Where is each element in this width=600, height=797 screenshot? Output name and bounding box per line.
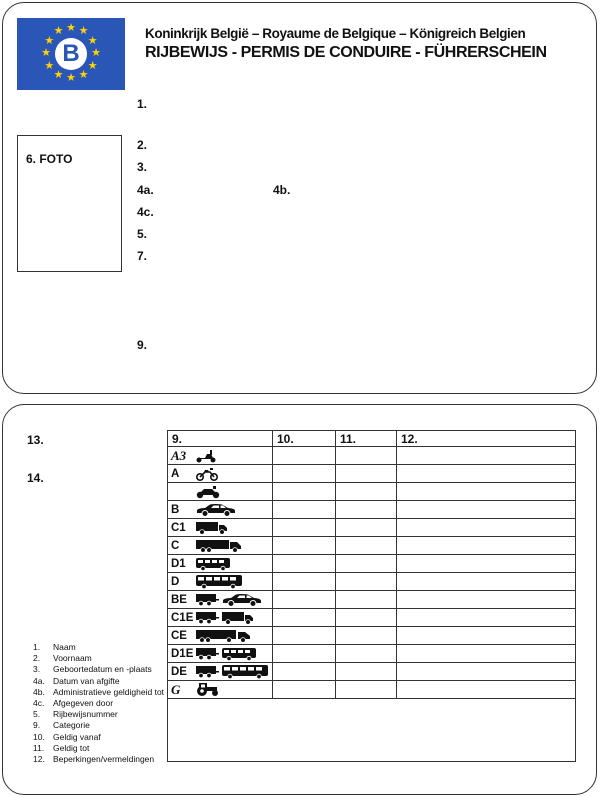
empty-cell bbox=[336, 465, 397, 483]
empty-cell bbox=[397, 609, 576, 627]
category-table bbox=[167, 430, 576, 762]
col-header-9: 9. bbox=[168, 431, 273, 447]
flag-star-icon: ★ bbox=[87, 34, 98, 47]
category-row bbox=[168, 501, 576, 519]
bus-icon bbox=[195, 574, 243, 589]
category-cell bbox=[168, 645, 273, 663]
legend-number: 4c. bbox=[33, 698, 45, 709]
empty-cell bbox=[336, 681, 397, 699]
category-row bbox=[168, 465, 576, 483]
empty-cell bbox=[397, 645, 576, 663]
car-icon bbox=[195, 503, 237, 517]
minibus-icon bbox=[195, 557, 231, 571]
category-cell bbox=[168, 537, 273, 555]
flag-star-icon: ★ bbox=[44, 34, 55, 47]
category-cell bbox=[168, 483, 273, 501]
empty-cell bbox=[397, 501, 576, 519]
license-back-card bbox=[2, 404, 597, 795]
category-row bbox=[168, 519, 576, 537]
legend-item bbox=[33, 642, 164, 653]
category-code: C1 bbox=[171, 521, 186, 534]
flag-star-icon: ★ bbox=[66, 72, 76, 84]
empty-cell bbox=[397, 519, 576, 537]
trailer-icon bbox=[195, 593, 219, 607]
tractor-icon bbox=[195, 682, 221, 697]
legend-text: Geldig vanaf bbox=[53, 731, 101, 742]
trailer-icon bbox=[195, 647, 219, 661]
flag-star-icon: ★ bbox=[78, 25, 89, 38]
category-row bbox=[168, 645, 576, 663]
legend-item bbox=[33, 754, 164, 765]
legend-text: Rijbewijsnummer bbox=[53, 709, 118, 720]
legend-text: Geldig tot bbox=[53, 742, 90, 753]
scooter-icon bbox=[195, 449, 217, 463]
empty-cell bbox=[273, 645, 336, 663]
empty-cell bbox=[273, 663, 336, 681]
legend-text: Categorie bbox=[53, 720, 90, 731]
category-code: C bbox=[171, 539, 180, 552]
category-row bbox=[168, 447, 576, 465]
category-row bbox=[168, 663, 576, 681]
empty-cell bbox=[397, 465, 576, 483]
legend-item bbox=[33, 687, 164, 698]
trailer-icon bbox=[195, 665, 219, 679]
empty-cell bbox=[397, 555, 576, 573]
eu-flag bbox=[17, 18, 125, 90]
category-row bbox=[168, 609, 576, 627]
truck-icon bbox=[195, 539, 243, 553]
empty-cell bbox=[336, 591, 397, 609]
trailer-icon bbox=[195, 611, 219, 625]
empty-cell bbox=[273, 573, 336, 591]
empty-cell bbox=[273, 447, 336, 465]
flag-star-icon: ★ bbox=[53, 25, 64, 38]
empty-cell bbox=[273, 483, 336, 501]
category-code: D bbox=[171, 575, 180, 588]
empty-cell bbox=[336, 519, 397, 537]
empty-cell bbox=[397, 663, 576, 681]
category-code: CE bbox=[171, 629, 187, 642]
category-cell bbox=[168, 501, 273, 519]
empty-cell bbox=[336, 645, 397, 663]
empty-cell bbox=[273, 609, 336, 627]
field-5-label: 5. bbox=[137, 227, 148, 241]
empty-cell bbox=[336, 447, 397, 465]
legend-number: 3. bbox=[33, 664, 41, 675]
motorcycle-icon bbox=[195, 467, 219, 481]
category-cell bbox=[168, 681, 273, 699]
photo-box bbox=[17, 135, 122, 272]
truck-trailer-icon bbox=[195, 629, 253, 643]
empty-cell bbox=[273, 591, 336, 609]
field-2-label: 2. bbox=[137, 138, 148, 152]
category-code: BE bbox=[171, 593, 187, 606]
category-code: A bbox=[171, 467, 180, 480]
category-row bbox=[168, 681, 576, 699]
legend-number: 12. bbox=[33, 754, 45, 765]
legend-text: Geboortedatum en -plaats bbox=[53, 664, 152, 675]
empty-cell bbox=[397, 591, 576, 609]
field-1-label: 1. bbox=[137, 97, 148, 111]
empty-cell bbox=[397, 681, 576, 699]
empty-cell bbox=[397, 573, 576, 591]
field-legend bbox=[33, 642, 164, 765]
category-code: D1 bbox=[171, 557, 186, 570]
flag-star-icon: ★ bbox=[44, 59, 55, 72]
empty-cell bbox=[273, 681, 336, 699]
legend-number: 2. bbox=[33, 653, 41, 664]
legend-number: 4a. bbox=[33, 675, 45, 686]
empty-cell bbox=[336, 537, 397, 555]
bus-icon bbox=[221, 664, 269, 679]
legend-text: Administratieve geldigheid tot bbox=[53, 686, 165, 697]
empty-cell bbox=[336, 483, 397, 501]
category-cell bbox=[168, 663, 273, 681]
light-truck-icon bbox=[221, 611, 255, 625]
category-code: D1E bbox=[171, 647, 194, 660]
legend-item bbox=[33, 676, 164, 687]
category-code: B bbox=[171, 503, 180, 516]
legend-text: Voornaam bbox=[53, 653, 92, 664]
category-code: C1E bbox=[171, 611, 194, 624]
flag-star-icon: ★ bbox=[53, 68, 64, 81]
flag-star-icon: ★ bbox=[41, 47, 51, 59]
category-row bbox=[168, 573, 576, 591]
category-code: DE bbox=[171, 665, 187, 678]
empty-cell bbox=[273, 537, 336, 555]
empty-cell bbox=[336, 627, 397, 645]
empty-cell bbox=[273, 519, 336, 537]
flag-star-icon: ★ bbox=[66, 22, 76, 34]
category-cell bbox=[168, 591, 273, 609]
field-4c-label: 4c. bbox=[137, 205, 154, 219]
heavy-motorcycle-icon bbox=[195, 485, 221, 499]
field-13-label: 13. bbox=[27, 433, 44, 447]
legend-item bbox=[33, 732, 164, 743]
col-header-11: 11. bbox=[336, 431, 397, 447]
empty-cell bbox=[397, 627, 576, 645]
category-cell bbox=[168, 555, 273, 573]
empty-cell bbox=[273, 501, 336, 519]
license-front-card bbox=[2, 2, 597, 394]
empty-cell bbox=[336, 573, 397, 591]
legend-number: 11. bbox=[33, 742, 45, 753]
legend-item bbox=[33, 698, 164, 709]
legend-item bbox=[33, 709, 164, 720]
minibus-icon bbox=[221, 647, 257, 661]
empty-cell bbox=[336, 663, 397, 681]
category-row bbox=[168, 555, 576, 573]
category-row bbox=[168, 627, 576, 645]
category-row bbox=[168, 591, 576, 609]
country-code: B bbox=[55, 38, 87, 70]
field-7-label: 7. bbox=[137, 249, 148, 263]
light-truck-icon bbox=[195, 521, 229, 535]
empty-cell bbox=[336, 501, 397, 519]
category-cell bbox=[168, 519, 273, 537]
flag-star-icon: ★ bbox=[91, 47, 101, 59]
empty-cell bbox=[273, 627, 336, 645]
legend-item bbox=[33, 664, 164, 675]
category-row bbox=[168, 483, 576, 501]
category-code: A3 bbox=[171, 447, 187, 463]
field-4b-label: 4b. bbox=[273, 183, 291, 197]
legend-text: Naam bbox=[53, 642, 76, 652]
col-header-12: 12. bbox=[397, 431, 576, 447]
legend-text: Afgegeven door bbox=[53, 698, 114, 709]
empty-cell bbox=[397, 447, 576, 465]
legend-item bbox=[33, 720, 164, 731]
empty-cell bbox=[397, 537, 576, 555]
car-icon bbox=[221, 593, 263, 607]
photo-label: 6. FOTO bbox=[26, 152, 73, 166]
category-cell bbox=[168, 573, 273, 591]
document-title: RIJBEWIJS - PERMIS DE CONDUIRE - FÜHRERSCHEIN bbox=[145, 44, 547, 61]
blank-row bbox=[168, 699, 576, 762]
category-cell bbox=[168, 609, 273, 627]
category-cell bbox=[168, 447, 273, 465]
category-cell bbox=[168, 627, 273, 645]
field-4a-label: 4a. bbox=[137, 183, 154, 197]
field-9-label: 9. bbox=[137, 338, 148, 352]
category-code: G bbox=[171, 681, 181, 697]
blank-cell bbox=[168, 699, 576, 762]
empty-cell bbox=[336, 555, 397, 573]
flag-star-icon: ★ bbox=[87, 59, 98, 72]
category-row bbox=[168, 537, 576, 555]
empty-cell bbox=[273, 555, 336, 573]
flag-star-icon: ★ bbox=[78, 68, 89, 81]
legend-number: 10. bbox=[33, 731, 45, 742]
legend-item bbox=[33, 743, 164, 754]
legend-text: Beperkingen/vermeldingen bbox=[53, 754, 155, 765]
field-3-label: 3. bbox=[137, 160, 148, 174]
empty-cell bbox=[273, 465, 336, 483]
legend-number: 9. bbox=[33, 720, 41, 731]
issuing-country-header: Koninkrijk België – Royaume de Belgique – Königreich Belgien bbox=[145, 26, 526, 41]
legend-number: 4b. bbox=[33, 686, 45, 697]
empty-cell bbox=[336, 609, 397, 627]
legend-text: Datum van afgifte bbox=[53, 675, 120, 686]
field-14-label: 14. bbox=[27, 471, 44, 485]
col-header-10: 10. bbox=[273, 431, 336, 447]
empty-cell bbox=[397, 483, 576, 501]
legend-number: 5. bbox=[33, 709, 41, 720]
category-cell bbox=[168, 465, 273, 483]
legend-number: 1. bbox=[33, 642, 41, 652]
legend-item bbox=[33, 653, 164, 664]
